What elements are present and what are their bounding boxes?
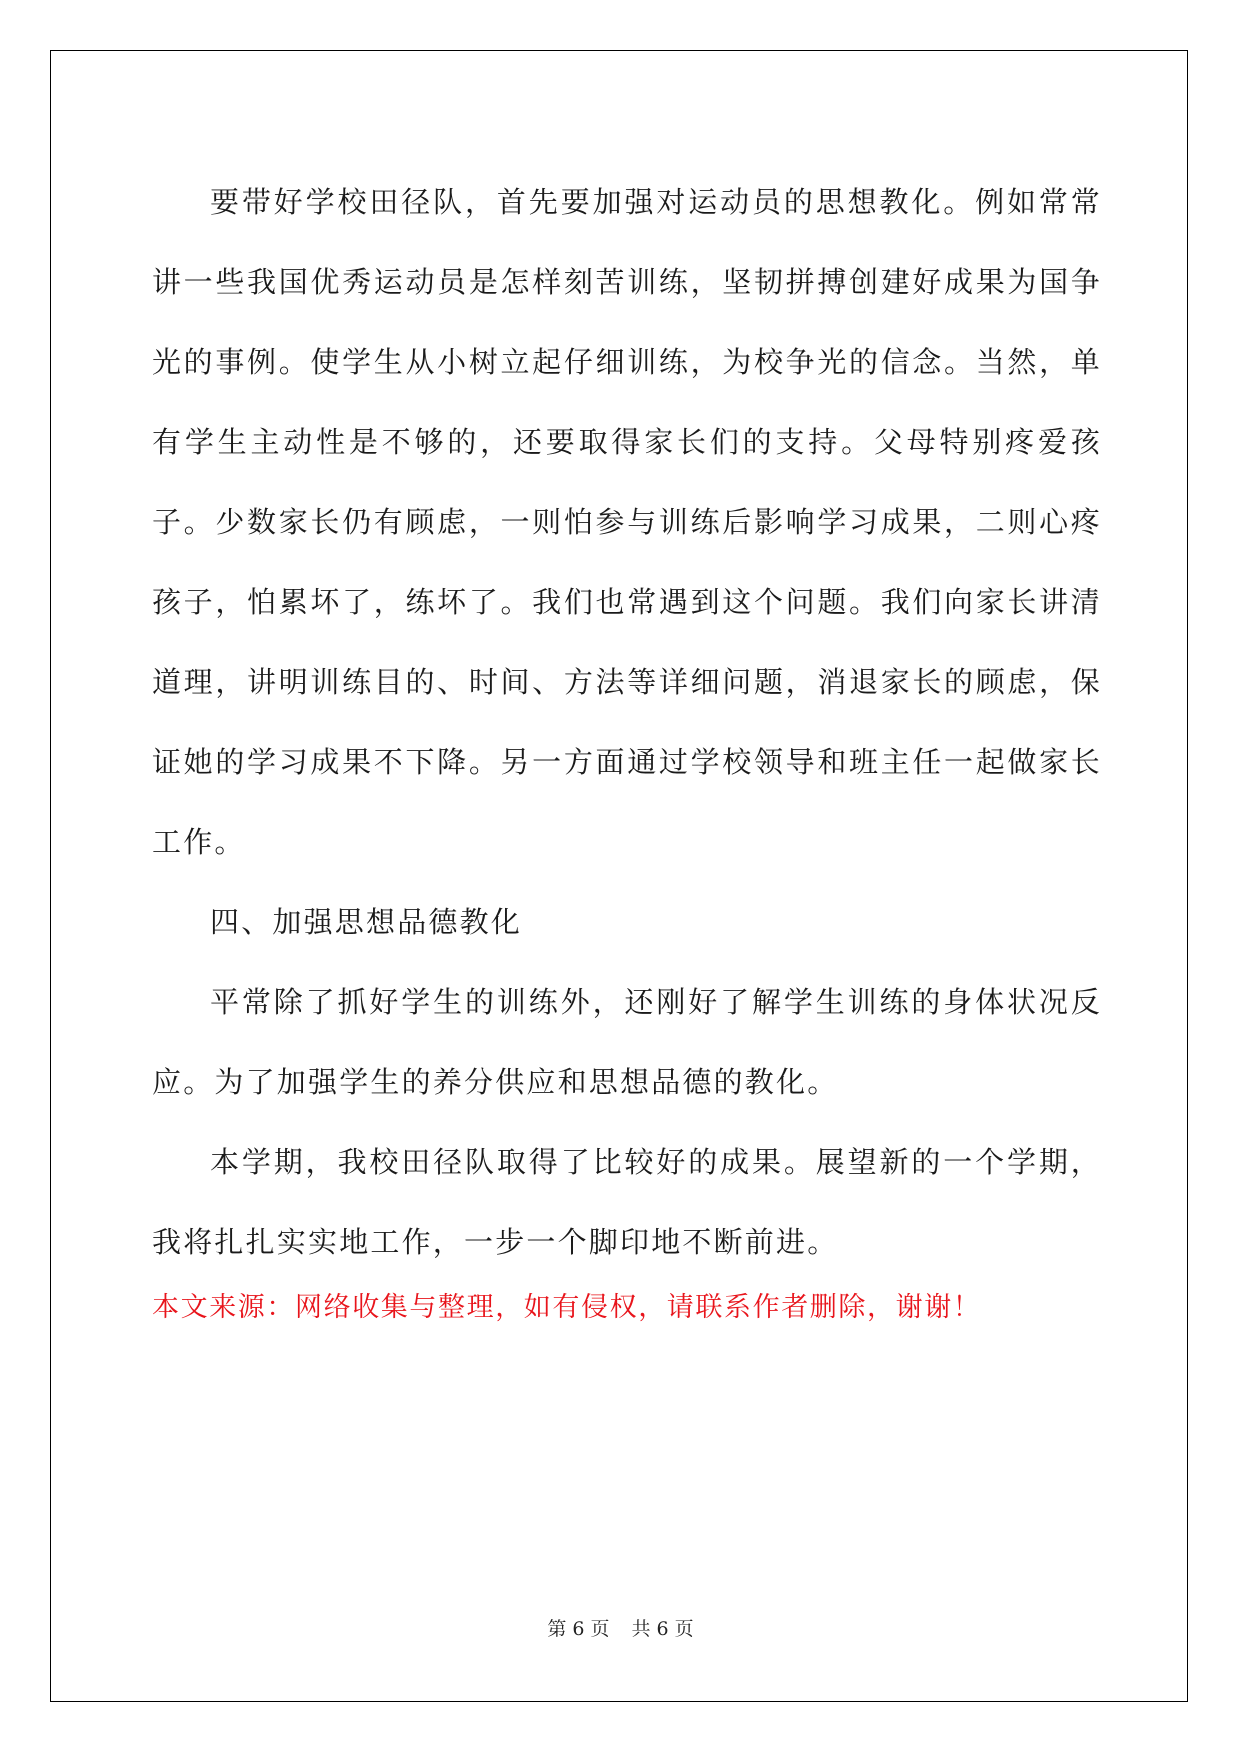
document-body [152,162,1102,1282]
body-paragraph: 平常除了抓好学生的训练外，还刚好了解学生训练的身体状况反应。为了加强学生的养分供应和思想品德的教化。 [152,985,1102,1099]
body-paragraph: 要带好学校田径队，首先要加强对运动员的思想教化。例如常常讲一些我国优秀运动员是怎样刻苦训练，坚韧拼搏创建好成果为国争光的事例。使学生从小树立起仔细训练，为校争光的信念。当然，单有学生主动性是不够的，还要取得家长们的支持。父母特别疼爱孩子。少数家长仍有顾虑，一则怕参与训练后影响学习成果，二则心疼孩子，怕累坏了，练坏了。我们也常遇到这个问题。我们向家长讲清道理，讲明训练目的、时间、方法等详细问题，消退家长的顾虑，保证她的学习成果不下降。另一方面通过学校领导和班主任一起做家长工作。 [152,185,1102,859]
page-footer [0,1614,1241,1641]
page-total: 共 6 页 [631,1618,694,1640]
page-number: 第 6 页 [547,1618,610,1640]
body-paragraph: 本学期，我校田径队取得了比较好的成果。展望新的一个学期，我将扎扎实实地工作，一步一个脚印地不断前进。 [152,1145,1102,1259]
source-note: 本文来源：网络收集与整理，如有侵权，请联系作者删除，谢谢！ [152,1292,982,1323]
section-heading: 四、加强思想品德教化 [210,905,523,939]
